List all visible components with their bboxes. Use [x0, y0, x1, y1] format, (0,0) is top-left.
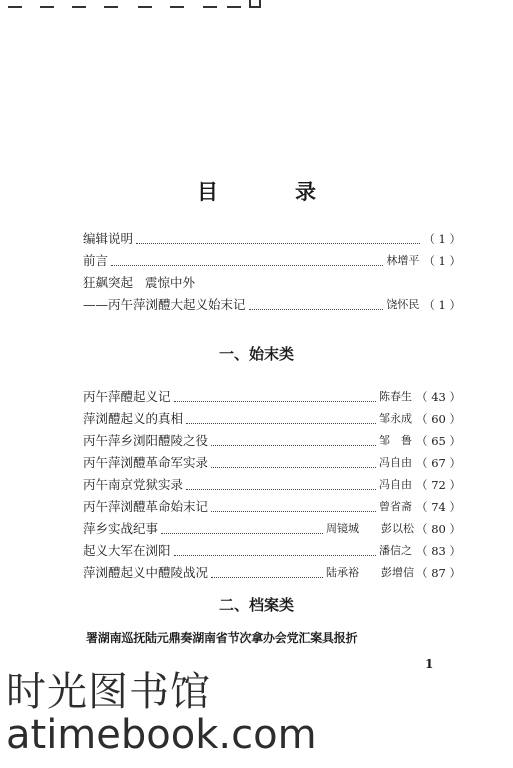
edge-dash	[203, 6, 217, 8]
toc-entry	[83, 520, 461, 538]
dot-leader	[174, 401, 377, 402]
toc-entry	[83, 498, 461, 516]
toc-entry	[83, 432, 461, 450]
toc-entry	[83, 252, 461, 270]
dot-leader	[174, 555, 377, 556]
heading-part1: 狂飙突起	[83, 275, 134, 290]
dot-leader	[161, 533, 323, 534]
edge-dash	[8, 6, 22, 8]
edge-dash	[104, 6, 118, 8]
toc-entry	[83, 230, 461, 248]
toc-entry-author: 潘信之	[379, 544, 413, 557]
toc-entry-title: 萍乡实战纪事	[83, 521, 159, 536]
edge-dash	[227, 6, 241, 8]
toc-entry-title: 起义大军在浏阳	[83, 543, 171, 558]
toc-entry-page: （ 83 ）	[416, 544, 461, 558]
toc-entry-coauthor: 彭增信	[381, 566, 415, 579]
toc-entry-page: （ 1 ）	[423, 298, 461, 312]
toc-entry-author: 周镜城	[326, 522, 360, 535]
dot-leader	[186, 423, 376, 424]
toc-entry-author: 邹 鲁	[379, 434, 413, 447]
toc-entry-page: （ 1 ）	[423, 232, 461, 246]
toc-entry-page: （ 65 ）	[416, 434, 461, 448]
toc-entry-page: （ 1 ）	[423, 254, 461, 268]
edge-bracket	[249, 0, 261, 8]
toc-entry-title: 萍浏醴起义的真相	[83, 411, 184, 426]
section-heading: 一、始末类	[218, 345, 294, 363]
dot-leader	[136, 243, 420, 244]
heading-part2: 震惊中外	[145, 275, 196, 290]
toc-entry	[83, 564, 461, 582]
section-heading: 二、档案类	[218, 596, 294, 614]
toc-entry-title: 丙午萍乡浏阳醴陵之役	[83, 433, 209, 448]
edge-dash	[40, 6, 54, 8]
toc-entry	[83, 388, 461, 406]
toc-entry-page: （ 60 ）	[416, 412, 461, 426]
edge-dash	[170, 6, 184, 8]
toc-entry-page: （ 43 ）	[416, 390, 461, 404]
toc-entry-author: 陆承裕	[326, 566, 360, 579]
toc-entry-author: 冯自由	[379, 456, 413, 469]
dot-leader	[211, 445, 376, 446]
watermark-url: atimebook.com	[6, 712, 317, 758]
toc-entry	[83, 476, 461, 494]
toc-entry-author: 陈春生	[379, 390, 413, 403]
dot-leader	[211, 467, 376, 468]
page-number: 1	[425, 657, 434, 671]
toc-entry-author: 饶怀民	[386, 298, 420, 311]
toc-entry-author: 林增平	[386, 254, 420, 267]
document-entry-title: 署湖南巡抚陆元鼎奏湖南省节次拿办会党汇案具报折	[86, 631, 358, 645]
toc-entry-title: 编辑说明	[83, 231, 134, 246]
toc-entry-page: （ 67 ）	[416, 456, 461, 470]
edge-dash	[72, 6, 86, 8]
toc-entry-coauthor: 彭以松	[381, 522, 415, 535]
toc-entry-title: ——丙午萍浏醴大起义始末记	[83, 297, 246, 312]
toc-entry-title: 前言	[83, 253, 109, 268]
dot-leader	[111, 265, 383, 266]
toc-entry	[83, 296, 461, 314]
toc-entry-title: 丙午萍浏醴革命军实录	[83, 455, 209, 470]
page-title: 目 录	[197, 179, 344, 204]
toc-entry-title: 丙午萍浏醴革命始末记	[83, 499, 209, 514]
toc-entry-page: （ 74 ）	[416, 500, 461, 514]
toc-entry	[83, 542, 461, 560]
watermark-text: 时光图书馆	[6, 669, 211, 715]
toc-entry-title: 萍浏醴起义中醴陵战况	[83, 565, 209, 580]
toc-entry	[83, 410, 461, 428]
toc-entry-author: 邹永成	[379, 412, 413, 425]
dot-leader	[249, 309, 384, 310]
toc-entry-author: 曾省斋	[379, 500, 413, 513]
edge-dash	[138, 6, 152, 8]
toc-entry-page: （ 80 ）	[416, 522, 461, 536]
toc-entry-page: （ 72 ）	[416, 478, 461, 492]
toc-entry	[83, 454, 461, 472]
top-edge-marks	[0, 0, 262, 12]
toc-entry-title: 丙午萍醴起义记	[83, 389, 171, 404]
toc-entry-title: 丙午南京党狱实录	[83, 477, 184, 492]
toc-entry-author: 冯自由	[379, 478, 413, 491]
toc-entry-heading	[83, 274, 195, 292]
dot-leader	[186, 489, 376, 490]
dot-leader	[211, 511, 376, 512]
toc-entry-page: （ 87 ）	[416, 566, 461, 580]
dot-leader	[211, 577, 323, 578]
